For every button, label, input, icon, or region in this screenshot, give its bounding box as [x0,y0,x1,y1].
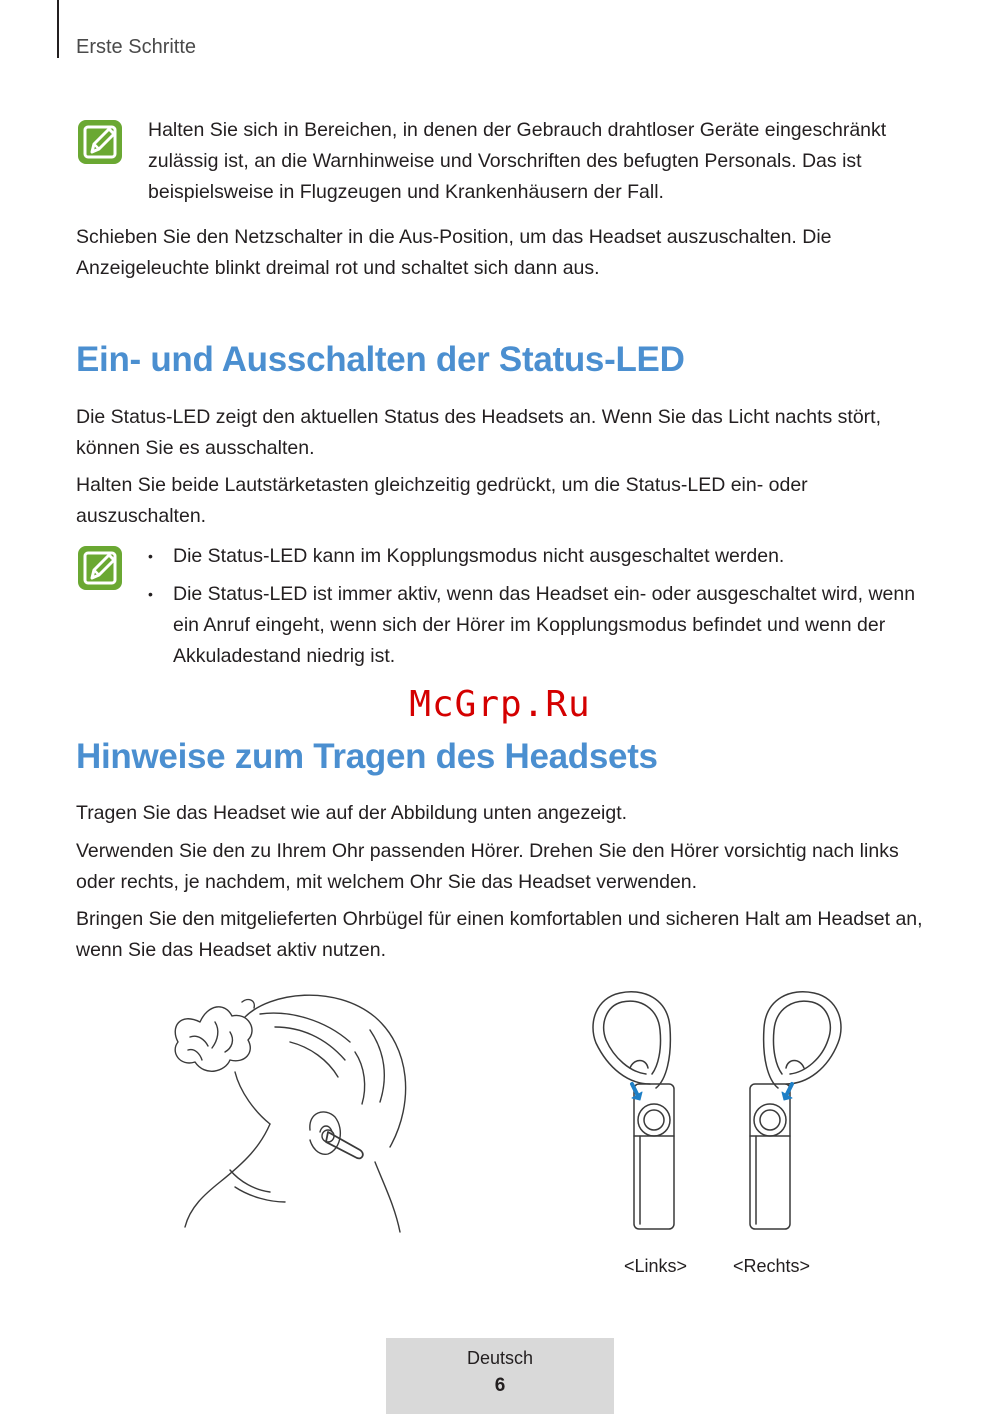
footer-language: Deutsch [466,1348,534,1368]
section-header: Erste Schritte [76,36,197,58]
caption-right: <Rechts> [733,1256,811,1276]
watermark: McGrp.Ru [409,684,591,725]
section-title-status-led: Ein- und Ausschalten der Status-LED [76,340,685,379]
section-title-wearing: Hinweise zum Tragen des Headsets [76,737,658,776]
list-item: • Die Status-LED ist immer aktiv, wenn das Headset ein- oder ausgeschaltet wird, wenn ein Anruf eingeht, wenn sich der Hörer im Kopplungsmodus befindet und wenn der Akkuladestand niedrig ist. [148,583,916,667]
paragraph-wearing-2: Verwenden Sie den zu Ihrem Ohr passenden Hörer. Drehen Sie den Hörer vorsichtig nach links oder rechts, je nachdem, mit welchem Ohr Sie das Headset verwenden. [76,840,899,893]
header-rule [57,0,59,58]
caption-left: <Links> [624,1256,688,1276]
page-number: 6 [494,1375,506,1396]
list-item: • Die Status-LED kann im Kopplungsmodus nicht ausgeschaltet werden. [148,545,785,567]
paragraph-wearing-1: Tragen Sie das Headset wie auf der Abbildung unten angezeigt. [76,802,628,824]
note-pencil-icon [76,544,124,592]
paragraph-wearing-3: Bringen Sie den mitgelieferten Ohrbügel für einen komfortablen und sicheren Halt am Headset an, wenn Sie das Headset aktiv nutzen. [76,908,923,961]
paragraph-status-led-1: Die Status-LED zeigt den aktuellen Status des Headsets an. Wenn Sie das Licht nachts stört, können Sie es ausschalten. [76,406,882,459]
page-footer [386,1338,614,1414]
head-illustration [160,982,420,1247]
note-pencil-icon [76,118,124,166]
note-1-text: Halten Sie sich in Bereichen, in denen der Gebrauch drahtloser Geräte eingeschränkt zulässig ist, an die Warnhinweise und Vorschriften des befugten Personals. Das ist beispielsweise in Flugzeugen und Krankenhäusern der Fall. [148,119,887,203]
paragraph-status-led-2: Halten Sie beide Lautstärketasten gleichzeitig gedrückt, um die Status-LED ein- oder auszuschalten. [76,474,808,527]
headset-right-illustration [728,988,848,1243]
note-icon-1 [76,118,124,171]
note-2-list [148,541,928,672]
note-icon-2 [76,544,124,597]
headset-left-illustration [588,988,708,1243]
paragraph-power-off: Schieben Sie den Netzschalter in die Aus-Position, um das Headset auszuschalten. Die Anzeigeleuchte blinkt dreimal rot und schaltet sich dann aus. [76,226,832,279]
